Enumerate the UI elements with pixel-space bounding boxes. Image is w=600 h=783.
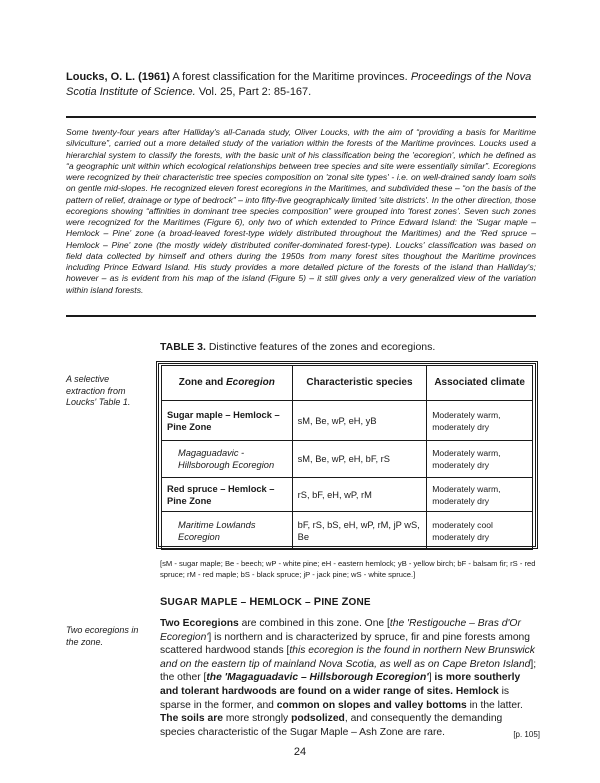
- header-climate: Associated climate: [427, 366, 533, 401]
- table-row: [162, 401, 533, 441]
- divider-top: [66, 116, 536, 118]
- species-cell: sM, Be, wP, eH, yB: [292, 401, 427, 441]
- table-label: TABLE 3.: [160, 341, 206, 353]
- climate-cell: Moderately warm, moderately dry: [427, 478, 533, 512]
- abbreviation-key: [sM - sugar maple; Be - beech; wP - white pine; eH - eastern hemlock; yB - yellow birch; bF - balsam fir; rS - red spruce; rM - red maple; bS - black spruce; jP - jack pine; wS - white spruce.]: [160, 559, 536, 579]
- section-margin-note: Two ecoregions in the zone.: [66, 625, 139, 647]
- table-caption-text: Distinctive features of the zones and ecoregions.: [208, 341, 436, 353]
- table-header-row: [162, 366, 533, 401]
- abstract-paragraph: Some twenty-four years after Halliday's all-Canada study, Oliver Loucks, with the aim of “providing a basis for Maritime silviculture”, carried out a more detailed study of the variation within the forests of the Maritime provinces. Loucks used a hierarchial system to classify the forests, with the basic unit of his classification being the 'ecoregion', which he defined as “a geographic unit within which ecological relationships between tree species and site were essentially similar”. Ecoregions were recognized by their characteristic tree species composition on 'zonal site types' - i.e. on well-drained sandy loam soils on gentle mid-slopes. He recognized eleven forest ecoregions in the Maritimes, and subdivided these – “on the basis of the pattern of relief, drainage or type of bedrock” – into fifty-five geographically limited 'site districts'. In the other direction, those ecoregions showing “affinities in dominant tree species composition” were grouped into 'forest zones'. Seven such zones were recognized for the Maritimes (Figure 6), only two of which extended to Prince Edward Island: the 'Sugar maple – Hemlock – Pine' zone (a broad-leaved forest-type widely distributed throughout the Maritimes) and the 'Red spruce – Hemlock – Pine' zone (the mostly widely distributed conifer-dominated forest-type). Loucks' classification was based on field data collected by himself and others during the 1950s from many forest sites thoughout the Maritime provinces including Prince Edward Island. His study provides a more detailed picture of the forests of the island than Halliday's; however – as is evident from his map of the island (Figure 5) – it still gives only a very generalized view of the variation within island forests.: [66, 127, 536, 295]
- climate-cell: moderately cool moderately dry: [427, 512, 533, 550]
- header-zone: Zone and Ecoregion: [162, 366, 293, 401]
- table-row: [162, 478, 533, 512]
- header-species: Characteristic species: [292, 366, 427, 401]
- citation: [66, 70, 536, 100]
- table-row: [162, 441, 533, 478]
- species-cell: bF, rS, bS, eH, wP, rM, jP wS, Be: [292, 512, 427, 550]
- section-paragraph: Two Ecoregions are combined in this zone. One [the 'Restigouche – Bras d'Or Ecoregion'] is northern and is characterized by spruce, fir and pine forests among scattered hardwood stands [this ecoregion is the found in northern New Brunswick and on the eastern tip of mainland Nova Scotia, as well as on Cape Breton Island]; the other [the 'Magaguadavic – Hillsborough Ecoregion'] is more southerly and tolerant hardwoods are found on a wider range of sites. Hemlock is sparse in the former, and common on slopes and valley bottoms in the latter. The soils are more strongly podsolized, and consequently the demanding species characteristic of the Sugar Maple – Ash Zone are rare. [p. 105]: [160, 617, 540, 741]
- ecoregion-cell: Magaguadavic - Hillsborough Ecoregion: [162, 441, 293, 478]
- divider-bottom: [66, 315, 536, 317]
- section-heading: SUGAR MAPLE – HEMLOCK – PINE ZONE: [160, 596, 371, 608]
- species-cell: sM, Be, wP, eH, bF, rS: [292, 441, 427, 478]
- species-cell: rS, bF, eH, wP, rM: [292, 478, 427, 512]
- citation-title: A forest classification for the Maritime provinces.: [172, 71, 408, 83]
- climate-cell: Moderately warm, moderately dry: [427, 401, 533, 441]
- citation-journal: Proceedings of the Nova Scotia Institute of Science.: [66, 71, 532, 98]
- zone-cell: Sugar maple – Hemlock – Pine Zone: [162, 401, 293, 441]
- ecoregion-cell: Maritime Lowlands Ecoregion: [162, 512, 293, 550]
- page-reference: [p. 105]: [513, 729, 540, 739]
- page-number: 24: [293, 746, 307, 758]
- table-caption: [160, 341, 435, 353]
- table-row: [162, 512, 533, 550]
- zone-cell: Red spruce – Hemlock – Pine Zone: [162, 478, 293, 512]
- zones-table: [161, 365, 533, 550]
- citation-author: Loucks, O. L. (1961): [66, 71, 170, 83]
- citation-volume: Vol. 25, Part 2: 85-167.: [198, 86, 312, 98]
- table-margin-note: A selective extraction from Loucks' Table 1.: [66, 374, 131, 407]
- climate-cell: Moderately warm, moderately dry: [427, 441, 533, 478]
